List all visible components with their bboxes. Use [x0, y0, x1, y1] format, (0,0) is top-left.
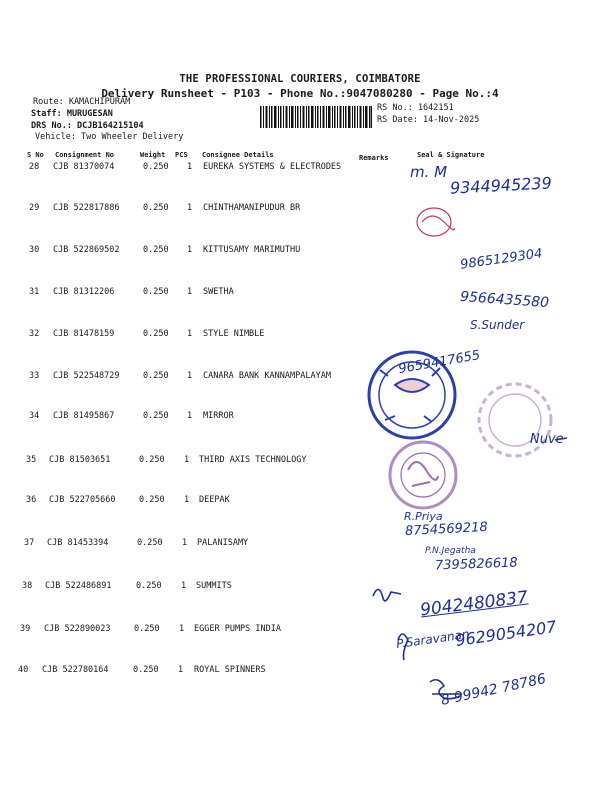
handwritten-phone: 9865129304 — [459, 246, 544, 273]
row-sno: 31 — [29, 287, 40, 297]
col-pcs: PCS — [175, 151, 188, 159]
row-consignee: EUREKA SYSTEMS & ELECTRODES — [203, 162, 342, 172]
rs-date: RS Date: 14-Nov-2025 — [377, 115, 480, 125]
signature-name: S.Sunder — [470, 318, 525, 332]
row-pcs: 1 — [187, 245, 193, 255]
row-consignee: THIRD AXIS TECHNOLOGY — [199, 455, 307, 465]
drs-number: DRS No.: DCJB164215104 — [31, 121, 144, 131]
signature-name: P.N.Jegatha — [425, 546, 476, 556]
handwritten-phone: 9659417655 — [397, 347, 482, 378]
row-pcs: 1 — [181, 581, 187, 591]
handwritten-phone: 9042480837 — [419, 587, 529, 621]
row-sno: 32 — [29, 329, 40, 339]
col-seal: Seal & Signature — [417, 151, 485, 159]
table-row — [0, 495, 600, 509]
row-consignee: PALANISAMY — [197, 538, 249, 548]
table-row — [0, 203, 600, 217]
row-sno: 38 — [22, 581, 33, 591]
row-consignee: SUMMITS — [196, 581, 232, 591]
row-consignment: CJB 522869502 — [53, 245, 120, 255]
handwritten-phone: 8 99942 78786 — [439, 671, 548, 709]
row-consignment: CJB 522780164 — [42, 665, 109, 675]
row-consignee: DEEPAK — [199, 495, 230, 505]
row-consignee: CHINTHAMANIPUDUR BR — [203, 203, 301, 213]
row-sno: 40 — [18, 665, 29, 675]
row-sno: 36 — [26, 495, 37, 505]
route-label: Route: KAMACHIPURAM — [33, 97, 131, 107]
row-weight: 0.250 — [134, 624, 160, 634]
row-consignment: CJB 81478159 — [53, 329, 115, 339]
row-weight: 0.250 — [137, 538, 163, 548]
row-consignment: CJB 522705660 — [49, 495, 116, 505]
row-weight: 0.250 — [143, 371, 169, 381]
row-consignee: MIRROR — [203, 411, 234, 421]
row-sno: 37 — [24, 538, 35, 548]
row-weight: 0.250 — [143, 411, 169, 421]
row-pcs: 1 — [184, 455, 190, 465]
handwritten-phone: 8754569218 — [404, 519, 489, 540]
row-consignment: CJB 81312206 — [53, 287, 115, 297]
row-sno: 33 — [29, 371, 40, 381]
row-consignment: CJB 522486891 — [45, 581, 112, 591]
handwritten-phone: 9344945239 — [449, 173, 553, 198]
row-weight: 0.250 — [143, 162, 169, 172]
col-sno: S No — [27, 151, 44, 159]
row-pcs: 1 — [187, 203, 193, 213]
row-weight: 0.250 — [139, 455, 165, 465]
signature-name: P.Saravanan — [395, 626, 471, 652]
table-row — [0, 162, 600, 176]
row-consignment: CJB 81453394 — [47, 538, 109, 548]
row-consignment: CJB 81503651 — [49, 455, 111, 465]
row-consignment: CJB 522890023 — [44, 624, 111, 634]
row-sno: 39 — [20, 624, 31, 634]
row-consignee: KITTUSAMY MARIMUTHU — [203, 245, 301, 255]
row-consignment: CJB 81495867 — [53, 411, 115, 421]
row-pcs: 1 — [187, 371, 193, 381]
row-consignment: CJB 522817886 — [53, 203, 120, 213]
row-consignee: ROYAL SPINNERS — [194, 665, 266, 675]
runsheet-title: Delivery Runsheet - P103 - Phone No.:9047080280 - Page No.:4 — [101, 87, 499, 100]
row-pcs: 1 — [187, 329, 193, 339]
company-title: THE PROFESSIONAL COURIERS, COIMBATORE — [179, 73, 421, 85]
row-weight: 0.250 — [143, 245, 169, 255]
signature-name: R.Priya — [404, 510, 443, 523]
rs-number: RS No.: 1642151 — [377, 103, 454, 113]
row-pcs: 1 — [187, 411, 193, 421]
table-row — [0, 665, 600, 679]
row-weight: 0.250 — [139, 495, 165, 505]
handwritten-phone: 9566435580 — [459, 288, 550, 312]
row-sno: 29 — [29, 203, 40, 213]
row-weight: 0.250 — [136, 581, 162, 591]
row-consignee: SWETHA — [203, 287, 234, 297]
row-consignment: CJB 522548729 — [53, 371, 120, 381]
row-consignee: CANARA BANK KANNAMPALAYAM — [203, 371, 331, 381]
signature-name: Nuve — [530, 432, 564, 447]
col-consignment: Consignment No — [55, 151, 115, 159]
vehicle-label: Vehicle: Two Wheeler Delivery — [35, 132, 184, 142]
row-pcs: 1 — [184, 495, 190, 505]
row-weight: 0.250 — [133, 665, 159, 675]
signature-name: m. M — [410, 163, 448, 181]
row-consignee: STYLE NIMBLE — [203, 329, 265, 339]
barcode — [260, 106, 372, 128]
handwritten-phone: 7395826618 — [434, 555, 518, 574]
row-pcs: 1 — [187, 287, 193, 297]
row-pcs: 1 — [187, 162, 193, 172]
row-sno: 28 — [29, 162, 40, 172]
row-sno: 34 — [29, 411, 40, 421]
row-pcs: 1 — [179, 624, 185, 634]
row-consignee: EGGER PUMPS INDIA — [194, 624, 281, 634]
col-weight: Weight — [140, 151, 166, 159]
table-row — [0, 455, 600, 469]
row-weight: 0.250 — [143, 203, 169, 213]
row-pcs: 1 — [178, 665, 184, 675]
handwritten-phone: 9629054207 — [454, 617, 558, 650]
row-sno: 30 — [29, 245, 40, 255]
table-row — [0, 371, 600, 385]
row-weight: 0.250 — [143, 329, 169, 339]
table-row — [0, 411, 600, 425]
row-sno: 35 — [26, 455, 37, 465]
col-remarks: Remarks — [359, 154, 389, 162]
row-weight: 0.250 — [143, 287, 169, 297]
table-row — [0, 538, 600, 552]
col-consignee: Consignee Details — [202, 151, 274, 159]
row-consignment: CJB 81370074 — [53, 162, 115, 172]
staff-label: Staff: MURUGESAN — [31, 109, 113, 119]
row-pcs: 1 — [182, 538, 188, 548]
